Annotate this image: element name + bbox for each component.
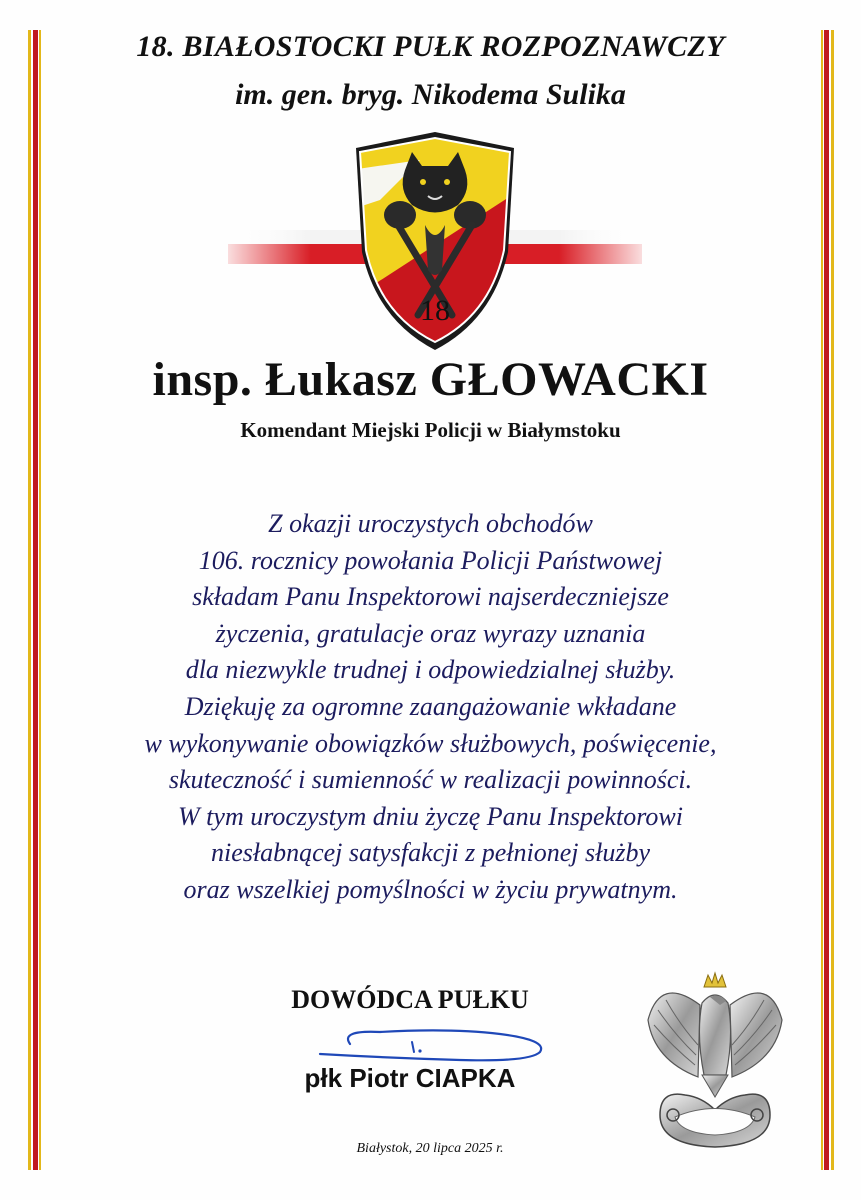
message-line: W tym uroczystym dniu życzę Panu Inspektorowi — [178, 801, 683, 831]
unit-name-heading: 18. BIAŁOSTOCKI PUŁK ROZPOZNAWCZY — [136, 30, 725, 63]
message-line: oraz wszelkiej pomyślności w życiu prywatnym. — [183, 874, 678, 904]
commander-name: płk Piotr CIAPKA — [304, 1063, 516, 1093]
right-border — [821, 30, 835, 1170]
commander-title: DOWÓDCA PUŁKU — [291, 985, 529, 1014]
message-line: Z okazji uroczystych obchodów — [268, 509, 593, 538]
message-line: skuteczność i sumienność w realizacji powinności. — [168, 765, 693, 795]
place-date: Białystok, 20 lipca 2025 r. — [356, 1141, 504, 1156]
signature — [300, 1022, 560, 1067]
unit-shield-lynx-emblem-icon — [220, 130, 650, 355]
left-border — [28, 30, 42, 1170]
message-line: Dziękuję za ogromne zaangażowanie wkładane — [184, 691, 677, 721]
unit-patron-heading: im. gen. bryg. Nikodema Sulika — [235, 78, 626, 111]
recipient-title: Komendant Miejski Policji w Białymstoku — [240, 418, 621, 442]
recipient-name: insp. Łukasz GŁOWACKI — [152, 353, 709, 406]
message-line: w wykonywanie obowiązków służbowych, poświęcenie, — [144, 728, 717, 758]
handwritten-signature-icon — [300, 1022, 560, 1067]
emblem-number: 18 — [420, 294, 450, 327]
message-line: dla niezwykle trudnej i odpowiedzialnej służby. — [185, 655, 676, 685]
polish-army-eagle-badge-icon — [640, 965, 790, 1155]
unit-emblem — [220, 130, 650, 355]
message-line: 106. rocznicy powołania Policji Państwowej — [198, 545, 663, 575]
message-line: życzenia, gratulacje oraz wyrazy uznania — [215, 618, 646, 648]
message-line: składam Panu Inspektorowi najserdeczniejsze — [192, 582, 669, 612]
message-body — [60, 506, 801, 909]
message-line: niesłabnącej satysfakcji z pełnionej służby — [210, 838, 651, 868]
polish-army-eagle-badge — [640, 965, 790, 1155]
